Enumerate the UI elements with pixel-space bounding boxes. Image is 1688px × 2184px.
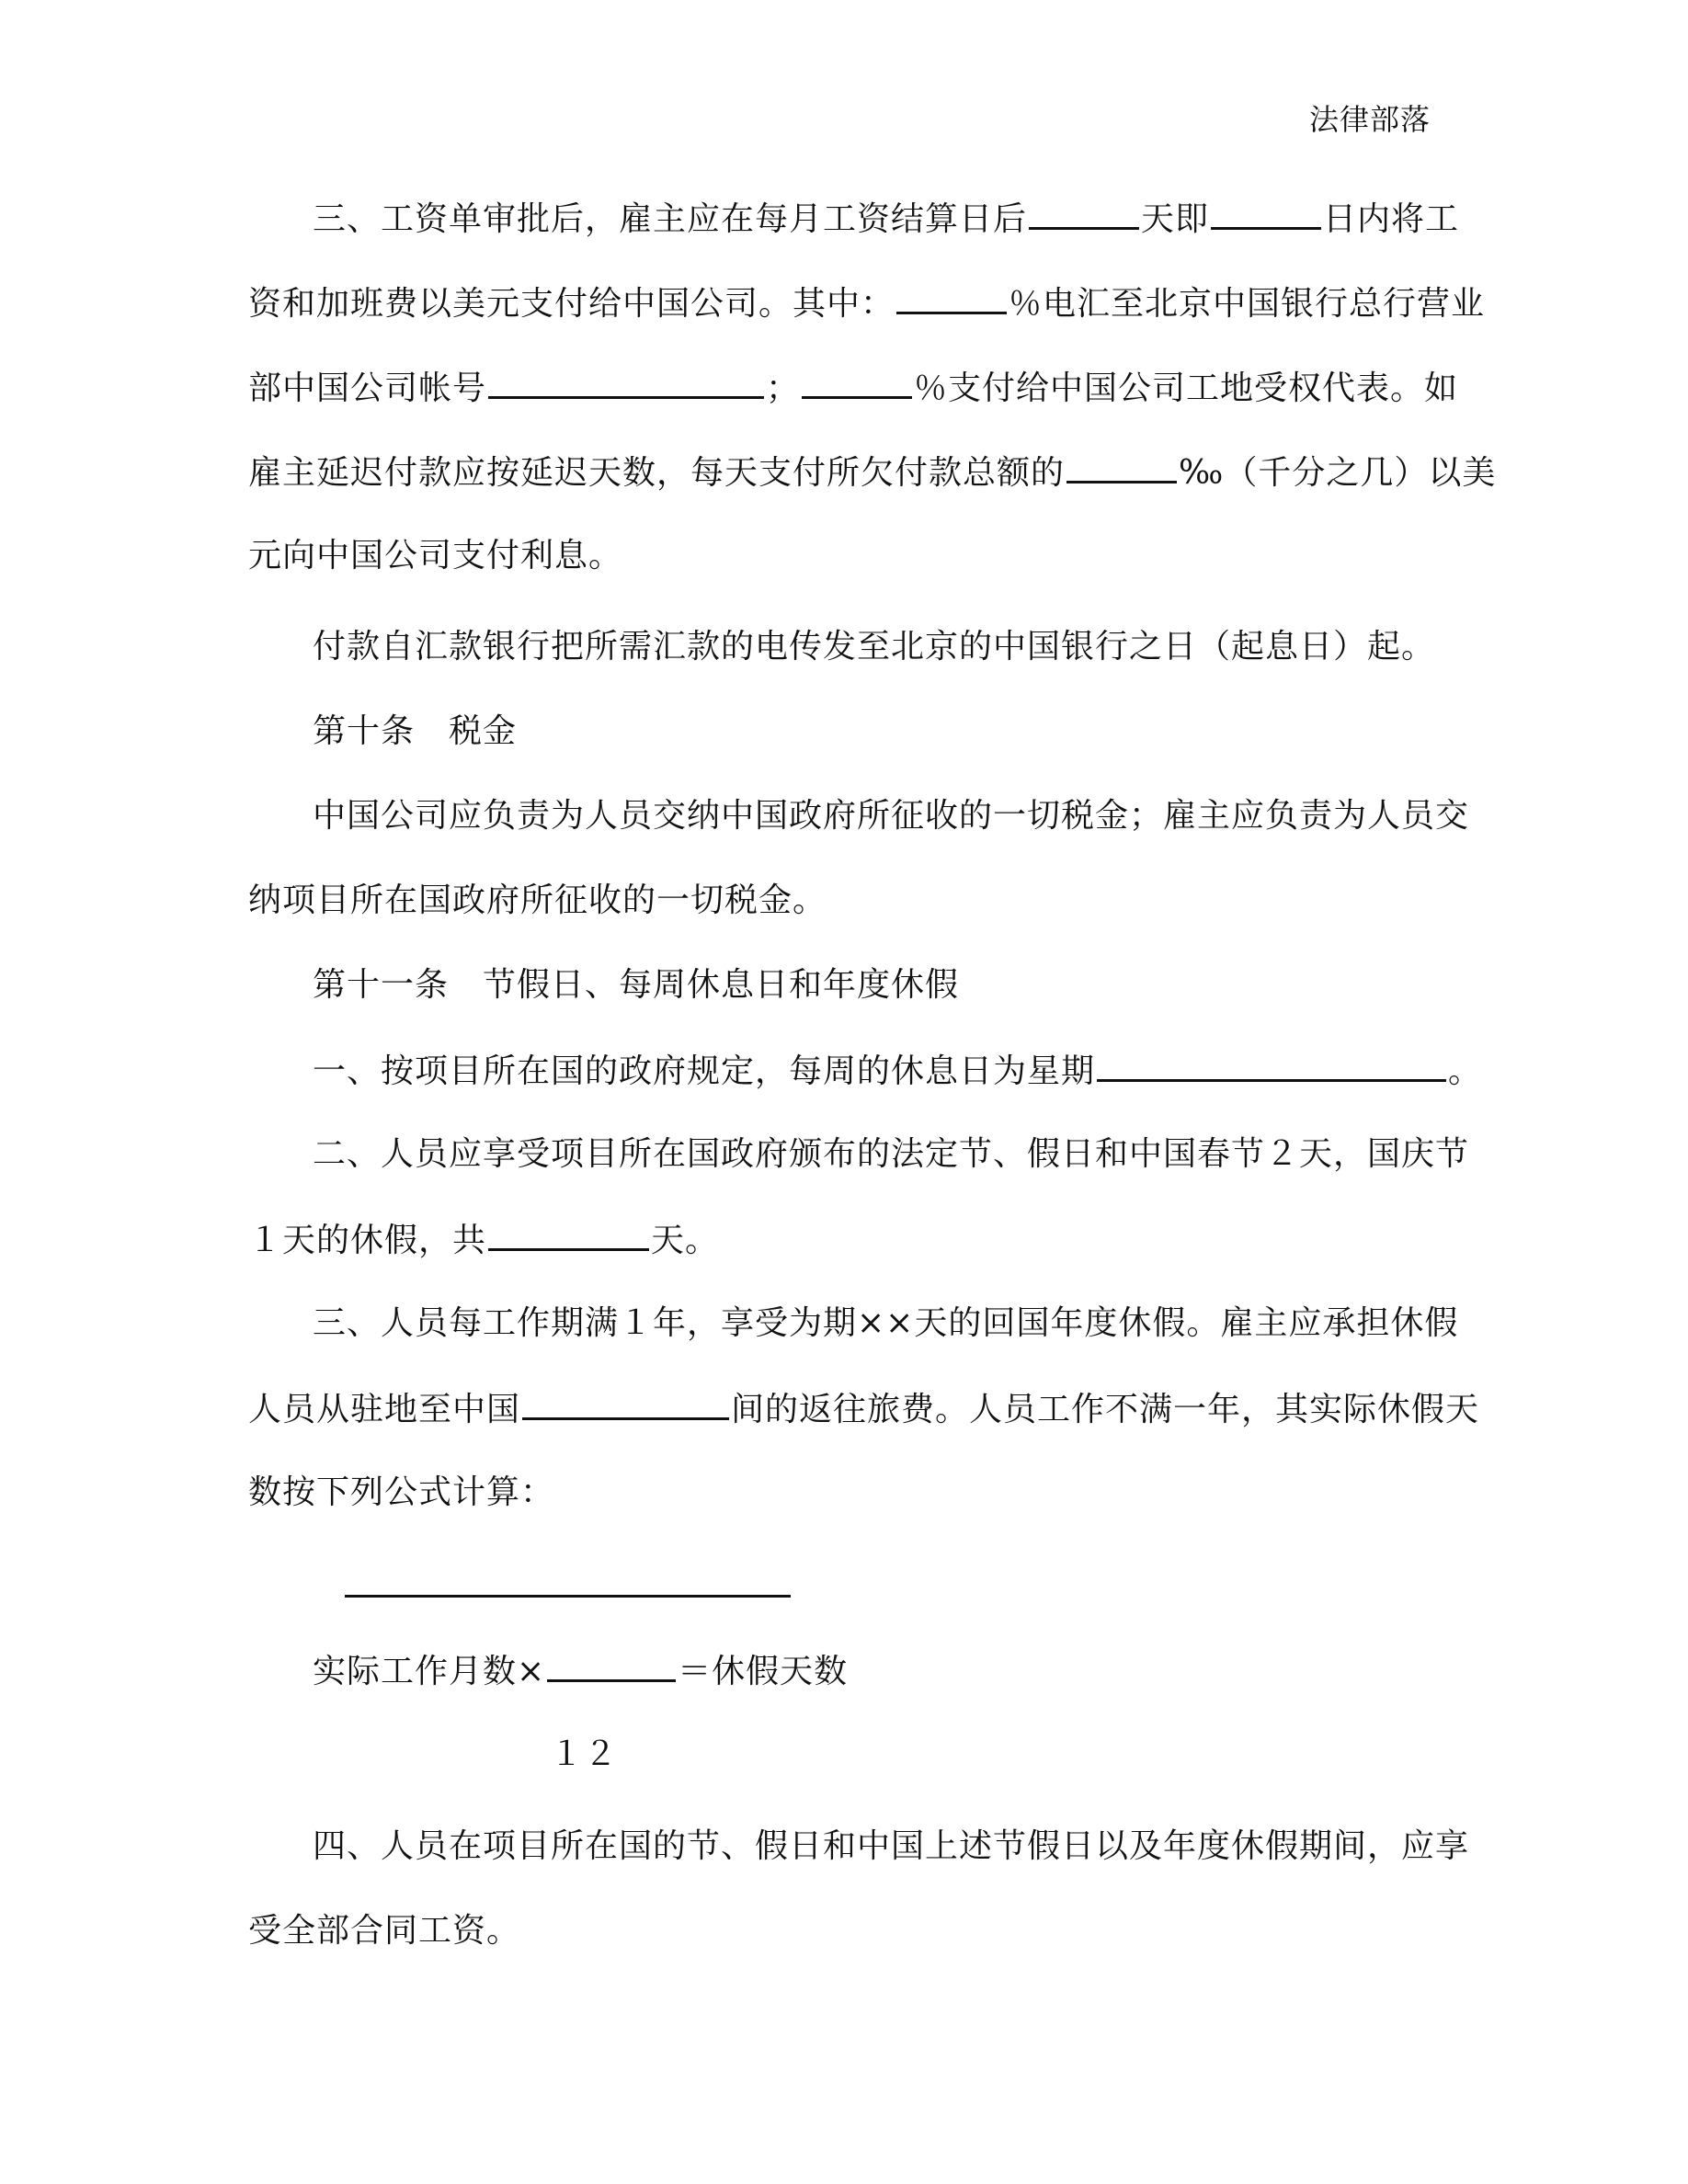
text-segment: 实际工作月数× [313,1653,546,1690]
text-segment: 。 [1448,1052,1483,1090]
paragraph-line [248,1386,1480,1432]
paragraph-line [313,625,1508,669]
formula-line [313,1648,1508,1694]
text-segment: 三、人员每工作期满１年，享受为期××天的回国年度休假。雇主应承担休假 [313,1304,1459,1342]
fill-blank [1066,449,1177,483]
text-segment: 元向中国公司支付利息。 [248,537,623,574]
text-segment: ＝休假天数 [678,1653,849,1690]
text-segment: 受全部合同工资。 [248,1912,521,1950]
text-segment: 中国公司应负责为人员交纳中国政府所征收的一切税金；雇主应负责为人员交 [313,797,1470,835]
fill-blank [1097,1048,1446,1082]
text-segment: 数按下列公式计算： [248,1473,555,1511]
fill-blank [1211,196,1321,230]
text-segment: 日内将工 [1323,200,1460,238]
article-heading [313,963,1508,1007]
text-segment: 部中国公司帐号 [248,370,487,407]
paragraph-line [313,1048,1508,1094]
text-segment: 二、人员应享受项目所在国政府颁布的法定节、假日和中国春节２天，国庆节 [313,1135,1470,1173]
paragraph-line [248,365,1459,411]
paragraph-line [248,1217,1443,1263]
article-heading [313,710,1508,754]
text-segment: ％支付给中国公司工地受权代表。如 [914,370,1459,407]
paragraph-line [248,879,1443,923]
header-source: 法律部落 [1308,102,1431,137]
paragraph-line [248,280,1486,326]
text-segment: 天。 [651,1222,720,1259]
paragraph-line [248,1909,1443,1953]
fill-blank [1029,196,1139,230]
text-segment: 三、工资单审批后，雇主应在每月工资结算日后 [313,200,1028,238]
paragraph-line [313,1132,1508,1177]
text-segment: 四、人员在项目所在国的节、假日和中国上述节假日以及年度休假期间，应享 [313,1827,1470,1865]
fill-blank [896,280,1007,314]
paragraph-line [313,1302,1508,1346]
text-segment: 资和加班费以美元支付给中国公司。其中： [248,285,895,323]
fill-blank [547,1648,676,1682]
text-segment: 天即 [1141,200,1210,238]
fill-blank [488,1217,649,1251]
text-segment: 雇主延迟付款应按延迟天数，每天支付所欠付款总额的 [248,454,1066,492]
fill-blank [488,365,764,399]
fill-blank [802,365,912,399]
formula-rule [345,1595,791,1598]
text-segment: ％电汇至北京中国银行总行营业 [1009,285,1486,323]
text-segment: 纳项目所在国政府所征收的一切税金。 [248,882,827,919]
text-segment: ‰（千分之几）以美 [1179,454,1497,492]
text-segment: 第十一条 节假日、每周休息日和年度休假 [313,966,960,1004]
paragraph-line [248,534,1443,578]
text-segment: 付款自汇款银行把所需汇款的电传发至北京的中国银行之日（起息日）起。 [313,628,1436,665]
paragraph-line [313,1825,1508,1869]
text-segment: 人员从驻地至中国 [248,1391,521,1428]
fill-blank [522,1386,729,1420]
text-segment: １天的休假，共 [248,1222,487,1259]
paragraph-line [313,794,1508,838]
text-segment: １２ [550,1735,619,1773]
paragraph-line [313,196,1508,242]
paragraph-line [248,449,1497,495]
formula-denominator [550,1733,1688,1777]
text-segment: 一、按项目所在国的政府规定，每周的休息日为星期 [313,1052,1096,1090]
paragraph-line [248,1471,1443,1515]
text-segment: 间的返往旅费。人员工作不满一年，其实际休假天 [731,1391,1480,1428]
text-segment: 第十条 税金 [313,712,518,750]
text-segment: ； [766,370,801,407]
